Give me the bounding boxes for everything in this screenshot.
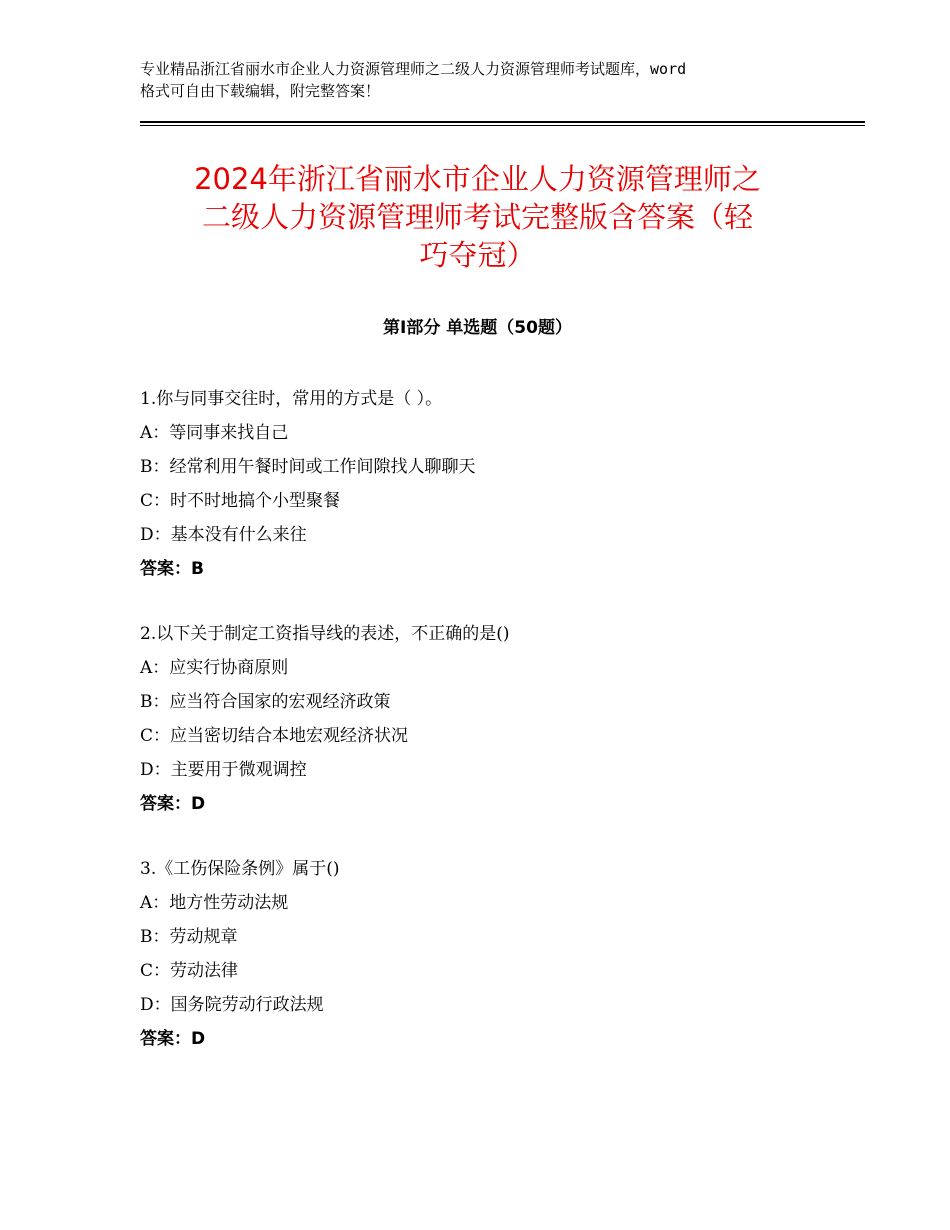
option-d: D：基本没有什么来往 [140,525,307,545]
header-note-line-1: 专业精品浙江省丽水市企业人力资源管理师之二级人力资源管理师考试题库，word [140,60,687,78]
option-b: B：经常利用午餐时间或工作间隙找人聊聊天 [140,457,476,477]
document-title-line-2: 二级人力资源管理师考试完整版含答案（轻 [201,200,753,234]
question-1 [140,382,840,586]
section-title: 第Ⅰ部分 单选题（50题） [383,318,572,338]
option-d: D：主要用于微观调控 [140,760,307,780]
question-list [140,382,840,1087]
question-stem: 3.《工伤保险条例》属于() [140,859,340,879]
header-note [140,58,830,102]
option-a: A：应实行协商原则 [140,658,289,678]
answer: 答案：B [140,559,204,579]
question-stem: 2.以下关于制定工资指导线的表述，不正确的是() [140,624,510,644]
option-c: C：劳动法律 [140,961,239,981]
option-b: B：劳动规章 [140,927,238,947]
option-b: B：应当符合国家的宏观经济政策 [140,692,391,712]
answer: 答案：D [140,1029,206,1049]
document-title-line-3: 巧夺冠） [419,238,536,272]
option-a: A：等同事来找自己 [140,423,289,443]
header-divider-thick [140,121,865,123]
question-2 [140,617,840,821]
answer: 答案：D [140,794,206,814]
option-a: A：地方性劳动法规 [140,893,289,913]
document-title [140,160,815,274]
question-stem: 1.你与同事交往时，常用的方式是（ ）。 [140,389,443,409]
header-note-line-2: 格式可自由下载编辑，附完整答案！ [140,82,381,100]
document-title-line-1: 2024年浙江省丽水市企业人力资源管理师之 [194,162,761,196]
option-d: D：国务院劳动行政法规 [140,995,324,1015]
header-divider-thin [140,125,865,126]
option-c: C：时不时地搞个小型聚餐 [140,491,341,511]
question-3 [140,852,840,1056]
option-c: C：应当密切结合本地宏观经济状况 [140,726,409,746]
